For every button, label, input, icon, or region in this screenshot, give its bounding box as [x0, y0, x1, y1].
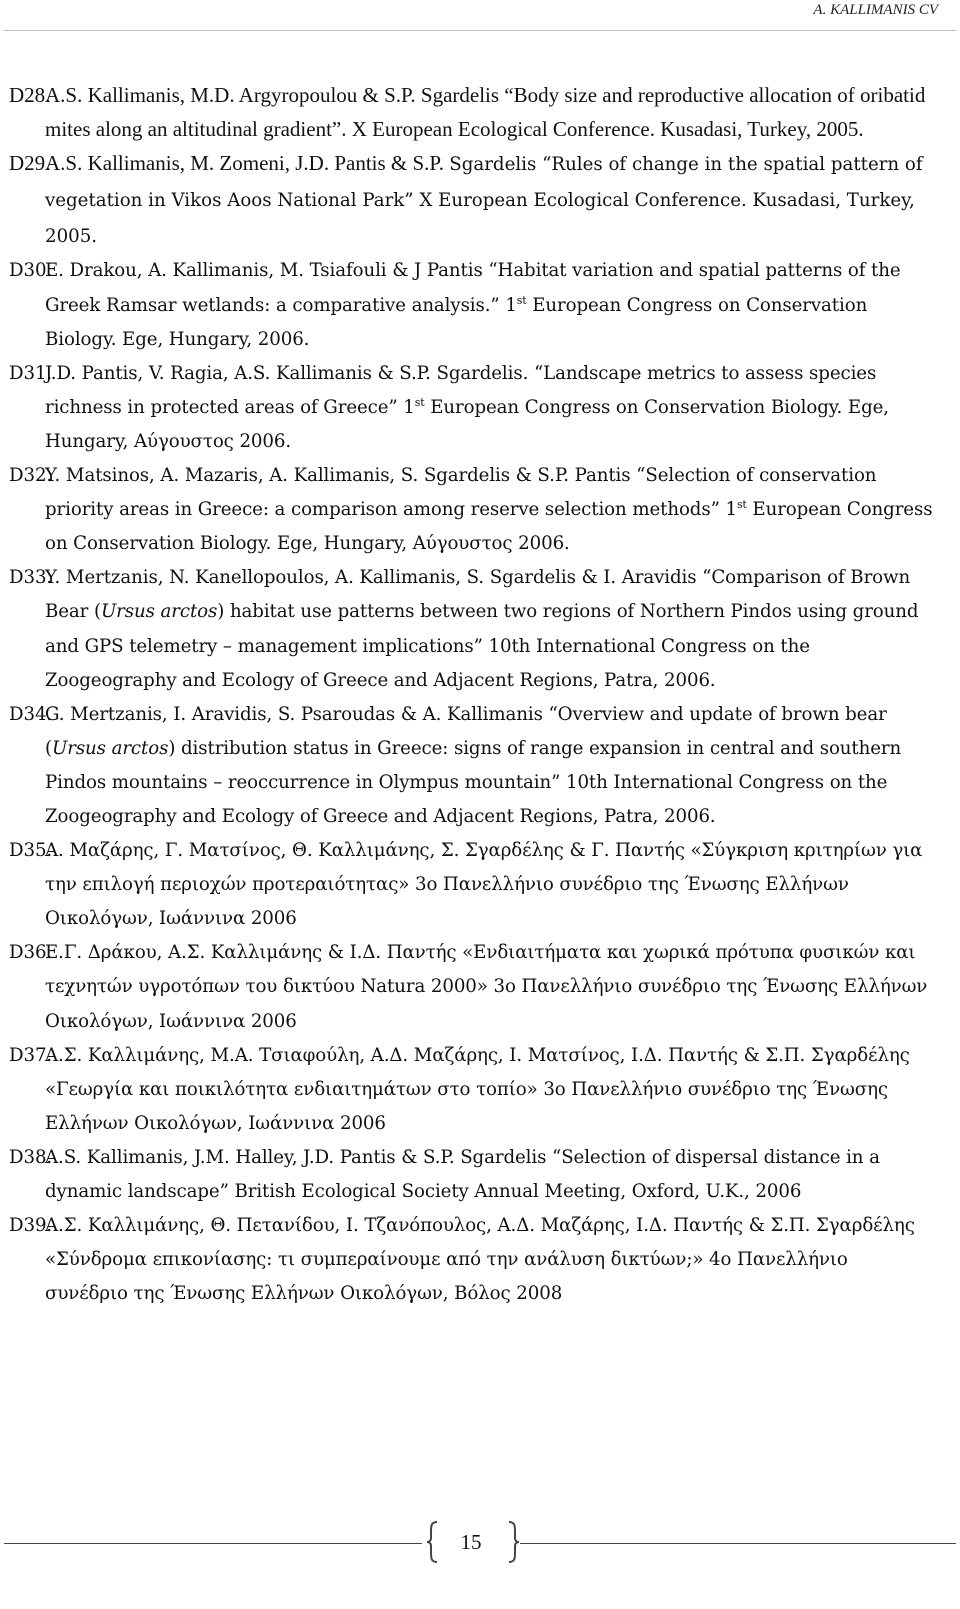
reference-text: Sgardelis “Rules of change in the spatial pattern of vegetation in Vikos Aoos National Park” X European Ecological Conference. Kusadasi, Turkey, 2005.: [45, 154, 923, 248]
reference-item: [9, 1141, 934, 1209]
reference-list: [9, 78, 934, 1311]
reference-text: Y. Mertzanis, N. Kanellopoulos, A. Kallimanis, S. Sgardelis & I. Aravidis “Comparison of Brown Bear (: [45, 567, 911, 623]
reference-code: D34.: [9, 703, 53, 725]
reference-code: D39.: [9, 1215, 53, 1237]
reference-text: ) habitat use patterns between two regions of Northern Pindos using ground and GPS telemetry – management implications” 10th International Congress on the Zoogeography and Ecology of Greece and Adjacent Regions, Patra, 2006.: [45, 601, 919, 691]
reference-text: Α.Σ. Καλλιμάνης, Μ.Α. Τσιαφούλη, Α.Δ. Μαζάρης, Ι. Ματσίνος, Ι.Δ. Παντής & Σ.Π. Σγαρδέλης «Γεωργία και ποικιλότητα ενδιαιτημάτων στο τοπίο» 3ο Πανελλήνιο συνέδριο της Ένωσης Ελλήνων Οικολόγων, Ιωάννινα 2006: [45, 1044, 910, 1134]
reference-text: European Congress on Conservation Biology. Ege, Hungary, Αύγουστος 2006.: [45, 499, 933, 555]
reference-code: D36.: [9, 942, 53, 964]
species-name: Ursus arctos: [100, 601, 218, 623]
reference-text: Α. Μαζάρης, Γ. Ματσίνος, Θ. Καλλιμάνης, Σ. Σγαρδέλης & Γ. Παντής «Σύγκριση κριτηρίων για την επιλογή περιοχών προτεραιότητας» 3ο Πανελλήνιο συνέδριο της Ένωσης Ελλήνων Οικολόγων, Ιωάννινα 2006: [45, 840, 923, 930]
left-brace-ornament: [426, 1520, 440, 1564]
page-number: 15: [460, 1530, 482, 1554]
reference-text: A.S. Kallimanis, J.M. Halley, J.D. Pantis & S.P. Sgardelis “Selection of dispersal distance in a dynamic landscape” British Ecological Society Annual Meeting, Oxford, U.K., 2006: [45, 1146, 880, 1202]
reference-text: G. Mertzanis, I. Aravidis, S. Psaroudas & A. Kallimanis “Overview and update of brown bear (: [45, 703, 887, 759]
ordinal-suffix: st: [414, 395, 425, 409]
reference-item: [9, 459, 934, 561]
reference-code: D29.: [9, 151, 51, 176]
reference-text: European Congress on Conservation Biology. Ege, Hungary, Αύγουστος 2006.: [45, 396, 889, 452]
reference-code: D33.: [9, 567, 53, 589]
reference-text: Α.Σ. Καλλιμάνης, Θ. Πετανίδου, Ι. Τζανόπουλος, Α.Δ. Μαζάρης, Ι.Δ. Παντής & Σ.Π. Σγαρδέλης «Σύνδρομα επικονίασης: τι συμπεραίνουμε από την ανάλυση δικτύων;» 4ο Πανελλήνιο συνέδριο της Ένωσης Ελλήνων Οικολόγων, Βόλος 2008: [45, 1215, 915, 1305]
reference-item: [9, 254, 934, 356]
reference-item: [9, 1209, 934, 1311]
right-brace-ornament: [506, 1520, 520, 1564]
reference-item: [9, 78, 934, 146]
reference-code: D30.: [9, 260, 53, 282]
reference-text: ) distribution status in Greece: signs of range expansion in central and southern Pindos mountains – reoccurrence in Olympus mountain” 10th International Congress on the Zoogeography and Ecology of Greece and Adjacent Regions, Patra, 2006.: [45, 737, 902, 827]
page-footer: [0, 1518, 960, 1570]
reference-item: [9, 146, 934, 254]
reference-item: [9, 357, 934, 459]
running-header: A. KALLIMANIS CV: [813, 2, 938, 18]
footer-rule-right: [520, 1543, 956, 1544]
reference-text: Ε.Γ. Δράκου, Α.Σ. Καλλιμάνης & Ι.Δ. Παντής «Ενδιαιτήματα και χωρικά πρότυπα φυσικών και τεχνητών υγροτόπων του δικτύου Natura 2000» 3ο Πανελλήνιο συνέδριο της Ένωσης Ελλήνων Οικολόγων, Ιωάννινα 2006: [45, 942, 928, 1032]
reference-text: European Congress on Conservation Biology. Ege, Hungary, 2006.: [45, 294, 868, 350]
reference-item: [9, 834, 934, 936]
reference-code: D37.: [9, 1044, 53, 1066]
ordinal-suffix: st: [516, 293, 527, 307]
reference-text: A.S. Kallimanis, M.D. Argyropoulou & S.P. Sgardelis “Body size and reproductive allocation of oribatid mites along an altitudinal gradient”. X European Ecological Conference. Kusadasi, Turkey, 2005.: [45, 83, 926, 142]
reference-text: J.D. Pantis, V. Ragia, A.S. Kallimanis & S.P. Sgardelis. “Landscape metrics to assess species richness in protected areas of Greece” 1: [45, 362, 877, 418]
footer-rule-left: [4, 1543, 422, 1544]
header-rule: [4, 30, 956, 31]
reference-item: [9, 698, 934, 834]
reference-code: D28.: [9, 83, 51, 107]
reference-item: [9, 1039, 934, 1141]
reference-item: [9, 936, 934, 1038]
reference-code: D38.: [9, 1146, 53, 1168]
reference-text: A.S. Kallimanis, M. Zomeni, J.D. Pantis & S.P.: [45, 151, 450, 176]
species-name: Ursus arctos: [52, 737, 169, 759]
reference-text: E. Drakou, A. Kallimanis, M. Tsiafouli & J Pantis “Habitat variation and spatial patterns of the Greek Ramsar wetlands: a comparative analysis.” 1: [45, 260, 901, 316]
reference-text: Y. Matsinos, A. Mazaris, A. Kallimanis, S. Sgardelis & S.P. Pantis “Selection of conservation priority areas in Greece: a comparison among reserve selection methods” 1: [45, 465, 877, 521]
ordinal-suffix: st: [736, 498, 747, 512]
reference-code: D31.: [9, 362, 53, 384]
reference-item: [9, 561, 934, 697]
reference-code: D32.: [9, 465, 53, 487]
reference-code: D35.: [9, 840, 53, 862]
